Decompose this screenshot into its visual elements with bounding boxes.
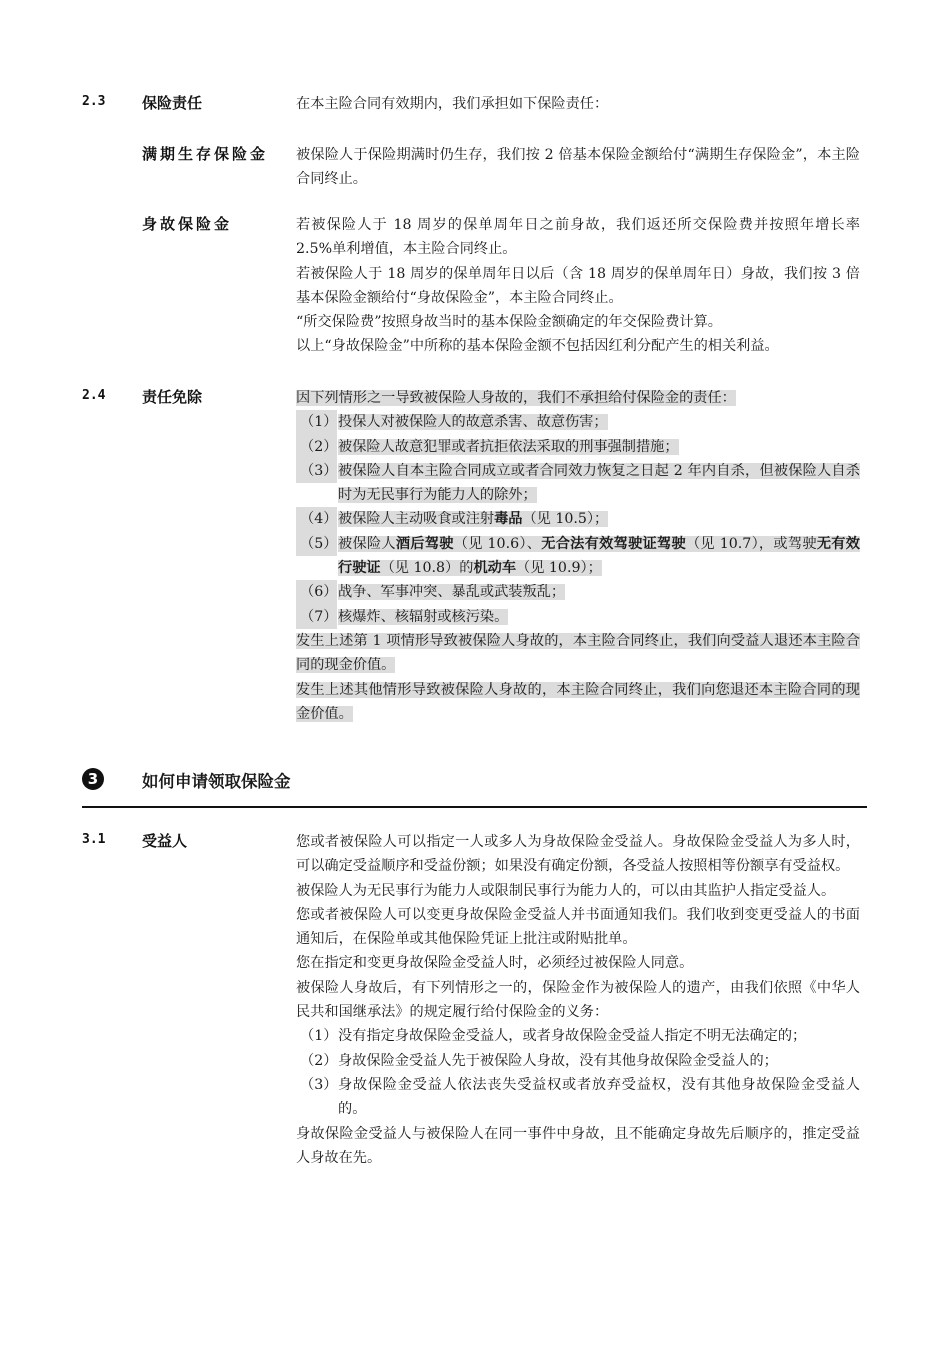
paragraph: 发生上述其他情形导致被保险人身故的，本主险合同终止，我们向您退还本主险合同的现金价值。	[296, 681, 860, 722]
section-title: 受益人	[142, 832, 188, 850]
list-item: （1） 投保人对被保险人的故意杀害、故意伤害；	[296, 410, 860, 434]
chapter-title: 如何申请领取保险金	[142, 772, 291, 791]
defined-term: 酒后驾驶	[395, 535, 454, 552]
paragraph: 若被保险人于 18 周岁的保单周年日以后（含 18 周岁的保单周年日）身故，我们按 3 倍基本保险金额给付“身故保险金”，本主险合同终止。	[296, 265, 860, 306]
paragraph: 身故保险金受益人与被保险人在同一事件中身故，且不能确定身故先后顺序的，推定受益人身故在先。	[296, 1125, 860, 1166]
defined-term: 毒品	[494, 511, 523, 528]
list-item: （1） 没有指定身故保险金受益人，或者身故保险金受益人指定不明无法确定的；	[300, 1028, 807, 1045]
subsection-title: 满期生存保险金	[142, 145, 269, 163]
paragraph: “所交保险费”按照身故当时的基本保险金额确定的年交保险费计算。	[296, 314, 722, 331]
paragraph: 若被保险人于 18 周岁的保单周年日之前身故，我们返还所交保险费并按照年增长率 2.5%单利增值，本主险合同终止。	[296, 217, 860, 258]
list-item: （2） 身故保险金受益人先于被保险人身故，没有其他身故保险金受益人的；	[300, 1052, 778, 1069]
subsection-title: 身故保险金	[142, 215, 233, 233]
paragraph: 您或者被保险人可以指定一人或多人为身故保险金受益人。身故保险金受益人为多人时，可以确定受益顺序和受益份额；如果没有确定份额，各受益人按照相等份额享有受益权。	[296, 834, 860, 875]
list-item: （3） 身故保险金受益人依法丧失受益权或者放弃受益权，没有其他身故保险金受益人的。	[300, 1076, 860, 1118]
chapter-heading	[0, 762, 950, 808]
list-item: （4） 被保险人主动吸食或注射毒品（见 10.5）；	[296, 507, 860, 531]
section-number: 2.3	[82, 94, 106, 109]
defined-term: 无合法有效驾驶证驾驶	[541, 535, 686, 552]
paragraph: 您或者被保险人可以变更身故保险金受益人并书面通知我们。我们收到变更受益人的书面通知后，在保险单或其他保险凭证上批注或附贴批单。	[296, 906, 860, 948]
list-item: （3） 被保险人自本主险合同成立或者合同效力恢复之日起 2 年内自杀，但被保险人自杀时为无民事行为能力人的除外；	[296, 459, 860, 508]
paragraph: 您在指定和变更身故保险金受益人时，必须经过被保险人同意。	[296, 955, 694, 972]
paragraph: 被保险人身故后，有下列情形之一的，保险金作为被保险人的遗产，由我们依照《中华人民共和国继承法》的规定履行给付保险金的义务：	[296, 979, 860, 1021]
paragraph: 发生上述第 1 项情形导致被保险人身故的，本主险合同终止，我们向受益人退还本主险合同的现金价值。	[296, 632, 860, 674]
list-item: （2） 被保险人故意犯罪或者抗拒依法采取的刑事强制措施；	[296, 435, 860, 459]
list-item: （7） 核爆炸、核辐射或核污染。	[296, 605, 860, 629]
chapter-divider	[82, 806, 867, 808]
paragraph: 以上“身故保险金”中所称的基本保险金额不包括因红利分配产生的相关利益。	[296, 338, 779, 355]
section-number: 2.4	[82, 388, 106, 403]
section-title: 责任免除	[142, 388, 203, 406]
list-item: （5） 被保险人酒后驾驶（见 10.6）、无合法有效驾驶证驾驶（见 10.7），或驾驶无有效行驶证（见 10.8）的机动车（见 10.9）；	[296, 532, 860, 581]
paragraph: 被保险人为无民事行为能力人或限制民事行为能力人的，可以由其监护人指定受益人。	[296, 882, 836, 899]
section-number: 3.1	[82, 832, 106, 847]
section-intro: 因下列情形之一导致被保险人身故的，我们不承担给付保险金的责任：	[296, 390, 736, 406]
defined-term: 机动车	[473, 560, 517, 577]
defined-term: 无有效行驶证	[338, 535, 860, 577]
section-title: 保险责任	[142, 94, 203, 112]
section-intro: 在本主险合同有效期内，我们承担如下保险责任：	[296, 96, 609, 112]
list-item: （6） 战争、军事冲突、暴乱或武装叛乱；	[296, 580, 860, 604]
chapter-number-badge: 3	[82, 768, 104, 790]
paragraph: 被保险人于保险期满时仍生存，我们按 2 倍基本保险金额给付“满期生存保险金”，本主险合同终止。	[296, 147, 860, 188]
